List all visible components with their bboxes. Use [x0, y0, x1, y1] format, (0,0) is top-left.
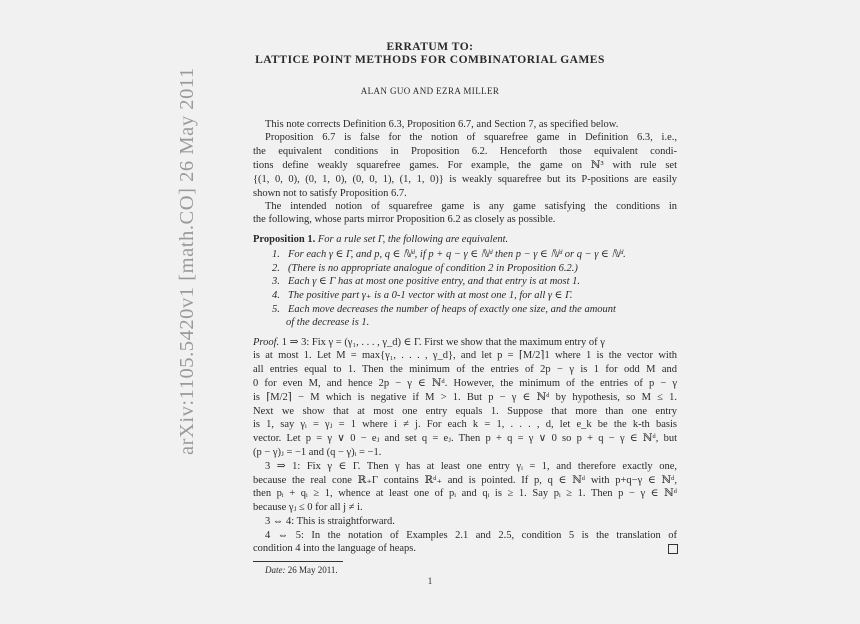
- proof-line: all entries equal to 1. Then the minimum of the entries of 2p − γ is 1 for odd M and: [253, 364, 677, 375]
- intro-line: {(1, 0, 0), (0, 1, 0), (0, 0, 1), (1, 1, 0)} is weakly squarefree but its P-positions are easily: [253, 174, 677, 185]
- proof-line: is 1, say γᵢ = γⱼ = 1 where i ≠ j. For each k = 1, . . . , d, let e_k be the k-th basis: [253, 419, 677, 430]
- proof-line: vector. Let p = γ ∨ 0 − eⱼ and set q = eⱼ. Then p + q = γ ∨ 0 so p + q − γ ∈ ℕᵈ, but: [253, 433, 677, 444]
- proposition-label: Proposition 1.: [253, 234, 316, 245]
- item-continuation: of the decrease is 1.: [286, 317, 370, 328]
- proposition-item: [272, 303, 677, 317]
- proof-line: 3 ⇒ 1: Fix γ ∈ Γ. Then γ has at least one entry γᵢ = 1, and therefore exactly one,: [265, 461, 677, 472]
- proof-line: then pᵢ + qᵢ ≥ 1, whence at least one of pᵢ and qᵢ is ≥ 1. Say pᵢ ≥ 1. Then p − γ ∈ ℕᵈ: [253, 488, 677, 499]
- footnote-rule: [253, 561, 343, 562]
- proof-line: condition 4 into the language of heaps.: [253, 543, 417, 554]
- footnote-date: [265, 565, 338, 575]
- item-text: Each γ ∈ Γ has at most one positive entry, and that entry is at most 1.: [288, 276, 581, 287]
- arxiv-identifier: arXiv:1105.5420v1 [math.CO] 26 May 2011: [176, 67, 198, 455]
- proof-line: is at most 1. Let M = max{γ₁, . . . , γ_d}, and let p = ⌈M/2⌉1 where 1 is the vector with: [253, 350, 677, 361]
- intro-line: The intended notion of squarefree game is any game satisfying the conditions in: [265, 201, 677, 212]
- proof-line: 3 ⇔ 4: This is straightforward.: [265, 516, 395, 527]
- title-line-2: LATTICE POINT METHODS FOR COMBINATORIAL GAMES: [255, 54, 605, 66]
- page-number: 1: [427, 576, 433, 586]
- item-text: (There is no appropriate analogue of condition 2 in Proposition 6.2.): [288, 263, 578, 274]
- item-number: 4.: [272, 290, 280, 301]
- intro-line: This note corrects Definition 6.3, Proposition 6.7, and Section 7, as specified below.: [265, 119, 619, 130]
- proposition-item: [272, 289, 677, 303]
- proposition-header: [253, 233, 677, 247]
- proof-line: (p − γ)ⱼ = −1 and (q − γ)ᵢ = −1.: [253, 447, 382, 458]
- item-number: 5.: [272, 304, 280, 315]
- proposition-item: [272, 275, 677, 289]
- intro-line: Proposition 6.7 is false for the notion of squarefree game in Definition 6.3, i.e.,: [265, 132, 677, 143]
- proof-line: 0 for even M, and hence 2p − γ ∈ ℕᵈ. However, the minimum of the entries of p − γ: [253, 378, 677, 389]
- proof-line: 4 ⇔ 5: In the notation of Examples 2.1 and 2.5, condition 5 is the translation of: [265, 530, 677, 541]
- proof-line: because γⱼ ≤ 0 for all j ≠ i.: [253, 502, 363, 513]
- intro-line: the following, whose parts mirror Proposition 6.2 as closely as possible.: [253, 214, 556, 225]
- proposition-item: [272, 262, 677, 276]
- intro-line: the equivalent conditions in Proposition 6.2. Henceforth those equivalent condi-: [253, 146, 677, 157]
- title-line-1: ERRATUM TO:: [386, 41, 474, 53]
- proof-line: is ⌈M/2⌉ − M which is negative if M > 1. But p − γ ∈ ℕᵈ by hypothesis, so M ≤ 1.: [253, 392, 677, 403]
- intro-line: shown not to satisfy Proposition 6.7.: [253, 188, 407, 199]
- item-text: The positive part γ₊ is a 0-1 vector with at most one 1, for all γ ∈ Γ.: [288, 290, 573, 301]
- proof-line: [253, 336, 677, 350]
- item-number: 2.: [272, 263, 280, 274]
- proposition-statement: For a rule set Γ, the following are equivalent.: [317, 234, 509, 245]
- qed-box: [668, 544, 678, 554]
- item-number: 3.: [272, 276, 280, 287]
- footnote-label: Date:: [265, 565, 286, 575]
- authors: ALAN GUO AND EZRA MILLER: [360, 86, 500, 96]
- item-number: 1.: [272, 249, 280, 260]
- proposition-item: [272, 248, 677, 262]
- proof-line: because the real cone ℝ₊Γ contains ℝᵈ₊ and is pointed. If p, q ∈ ℕᵈ with p+q−γ ∈ ℕᵈ,: [253, 475, 677, 486]
- proof-line: Next we show that at most one entry equals 1. Suppose that more than one entry: [253, 406, 677, 417]
- item-text: For each γ ∈ Γ, and p, q ∈ ℕᵈ, if p + q − γ ∈ ℕᵈ then p − γ ∈ ℕᵈ or q − γ ∈ ℕᵈ.: [288, 249, 626, 260]
- footnote-value: 26 May 2011.: [287, 565, 338, 575]
- proof-label: Proof.: [253, 337, 280, 348]
- proof-text: 1 ⇒ 3: Fix γ = (γ₁, . . . , γ_d) ∈ Γ. First we show that the maximum entry of γ: [281, 337, 605, 348]
- intro-line: tions define weakly squarefree games. For example, the game on ℕ³ with rule set: [253, 160, 677, 171]
- item-text: Each move decreases the number of heaps of exactly one size, and the amount: [288, 304, 616, 315]
